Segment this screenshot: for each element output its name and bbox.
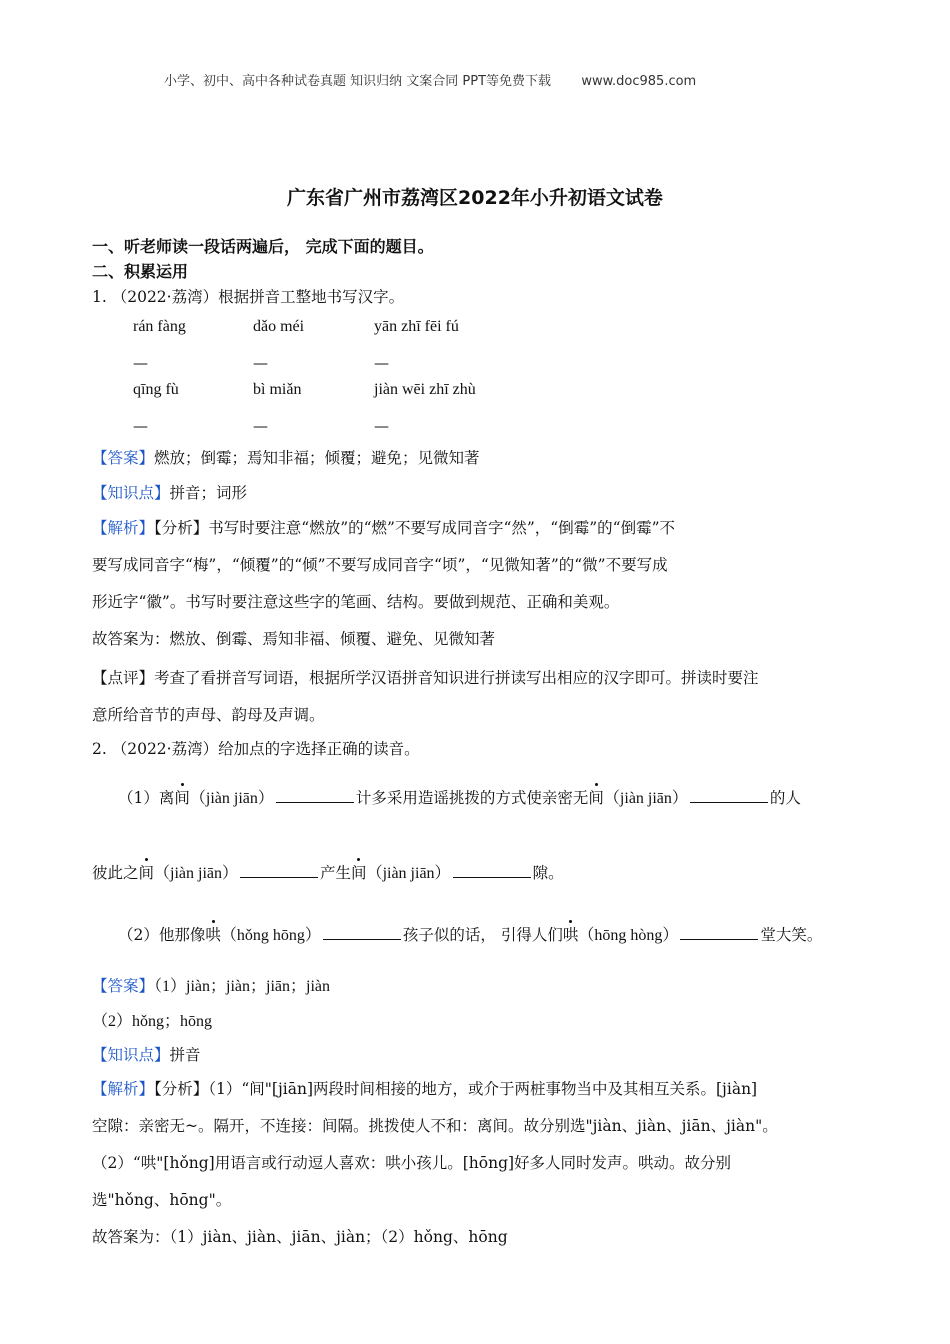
q2-part1-line2: [92, 860, 564, 883]
q1-comment-line-2: 意所给音节的声母、韵母及声调。: [92, 706, 325, 724]
q1-blank-3[interactable]: —: [374, 354, 389, 372]
q1-pinyin-4: qīng fù: [133, 381, 179, 398]
q2-analysis-line-1: [92, 1077, 757, 1099]
dotted-char: 间: [588, 786, 604, 808]
section-heading-2: 二、积累运用: [92, 262, 189, 281]
dotted-char: 间: [139, 861, 155, 883]
q2-final-answer: 故答案为：（1）jiàn、jiàn、jiān、jiàn；（2）hǒng、hōng: [92, 1228, 508, 1246]
q2-p2-mid: 孩子似的话， 引得人们: [402, 926, 563, 944]
q1-comment-line-1: [92, 666, 759, 688]
knowledge-tag: 【知识点】: [92, 1046, 170, 1064]
q1-stem: 1. （2022·荔湾）根据拼音工整地书写汉字。: [92, 288, 405, 306]
answer-blank-1[interactable]: [276, 788, 354, 803]
header-website-link[interactable]: www.doc985.com: [581, 74, 697, 89]
answer-blank-6[interactable]: [680, 925, 758, 940]
knowledge-text: 拼音: [169, 1046, 201, 1064]
q2-analysis-line-2: 空隙：亲密无~。隔开，不连接：间隔。挑拨使人不和：离间。故分别选"jiàn、jiàn、jiān、jiàn"。: [92, 1117, 778, 1135]
q2-answer-line-2: （2）hǒng；hōng: [92, 1013, 213, 1030]
options: （jiàn jiān）: [366, 865, 451, 882]
analysis-tag: 【解析】: [92, 1080, 155, 1098]
dotted-char: 哄: [563, 923, 579, 945]
analysis-text: 【分析】书写时要注意“燃放”的“燃”不要写成同音字“然”，“倒霉”的“倒霉”不: [154, 519, 676, 537]
q2-part1-line1: [118, 785, 801, 808]
q1-pinyin-6: jiàn wēi zhī zhù: [374, 381, 476, 398]
knowledge-tag: 【知识点】: [92, 484, 170, 502]
answer-text: 燃放；倒霉；焉知非福；倾覆；避免；见微知著: [154, 449, 480, 467]
options: （hǒng hōng）: [220, 927, 321, 944]
answer-tag: 【答案】: [92, 449, 155, 467]
q1-pinyin-1: rán fàng: [133, 318, 186, 335]
q2-p1b-start: 彼此之: [92, 864, 139, 882]
q2-p1-label: （1）离: [118, 789, 175, 807]
q1-blank-6[interactable]: —: [374, 417, 389, 435]
q2-analysis-line-4: 选"hǒng、hōng"。: [92, 1191, 232, 1209]
header-text: 小学、初中、高中各种试卷真题 知识归纳 文案合同 PPT等免费下载: [164, 74, 552, 89]
q2-p1b-mid: 产生: [320, 864, 352, 882]
page-title: 广东省广州市荔湾区2022年小升初语文试卷: [287, 187, 663, 209]
q2-answer-line-1: [92, 973, 330, 996]
q1-blank-1[interactable]: —: [133, 354, 148, 372]
q2-analysis-line-3: （2）“哄"[hǒng]用语言或行动逗人喜欢：哄小孩儿。[hōng]好多人同时发声。哄动。故分别: [92, 1154, 732, 1172]
analysis-text: 【分析】（1）“间"[jiān]两段时间相接的地方，或介于两桩事物当中及其相互关系。[jiàn]: [154, 1080, 758, 1098]
q1-analysis-line-1: [92, 516, 675, 538]
section-heading-1: 一、听老师读一段话两遍后， 完成下面的题目。: [92, 237, 434, 256]
q1-analysis-line-3: 形近字“徽”。书写时要注意这些字的笔画、结构。要做到规范、正确和美观。: [92, 593, 620, 611]
q1-blank-4[interactable]: —: [133, 417, 148, 435]
knowledge-text: 拼音；词形: [169, 484, 248, 502]
q2-part2-line: [118, 922, 822, 945]
options: （jiàn jiān）: [189, 790, 274, 807]
q1-analysis-line-2: 要写成同音字“梅”，“倾覆”的“倾”不要写成同音字“顷”，“见微知著”的“微”不要写成: [92, 556, 668, 574]
q1-pinyin-2: dǎo méi: [253, 318, 305, 335]
answer-blank-5[interactable]: [323, 925, 401, 940]
dotted-char: 哄: [205, 923, 221, 945]
dotted-char: 间: [174, 786, 190, 808]
q2-p1-mid: 计多采用造谣挑拨的方式使亲密无: [355, 789, 589, 807]
answer-blank-4[interactable]: [453, 863, 531, 878]
q2-p2-end: 堂大笑。: [760, 926, 823, 944]
q1-knowledge-point: [92, 481, 247, 503]
answer-blank-2[interactable]: [690, 788, 768, 803]
options: （jiàn jiān）: [154, 865, 239, 882]
q2-p1-end: 的人: [769, 789, 801, 807]
q1-pinyin-5: bì miǎn: [253, 381, 302, 398]
header-banner: [164, 70, 696, 89]
q1-answer: [92, 446, 480, 468]
options: （jiàn jiān）: [603, 790, 688, 807]
comment-text: 考查了看拼音写词语，根据所学汉语拼音知识进行拼读写出相应的汉字即可。拼读时要注: [154, 669, 759, 687]
q2-p2-label: （2）他那像: [118, 926, 206, 944]
analysis-tag: 【解析】: [92, 519, 155, 537]
options: （hōng hòng）: [578, 927, 679, 944]
dotted-char: 间: [351, 861, 367, 883]
q2-knowledge-point: [92, 1043, 201, 1065]
q1-final-answer: 故答案为：燃放、倒霉、焉知非福、倾覆、避免、见微知著: [92, 630, 496, 648]
answer-blank-3[interactable]: [240, 863, 318, 878]
q2-stem: 2. （2022·荔湾）给加点的字选择正确的读音。: [92, 740, 420, 758]
answer-text: （1）jiàn；jiàn；jiān；jiàn: [154, 978, 330, 995]
q1-blank-2[interactable]: —: [253, 354, 268, 372]
comment-tag: 【点评】: [92, 669, 155, 687]
q1-blank-5[interactable]: —: [253, 417, 268, 435]
q2-p1b-end: 隙。: [532, 864, 564, 882]
answer-tag: 【答案】: [92, 977, 155, 995]
q1-pinyin-3: yān zhī fēi fú: [374, 318, 459, 335]
